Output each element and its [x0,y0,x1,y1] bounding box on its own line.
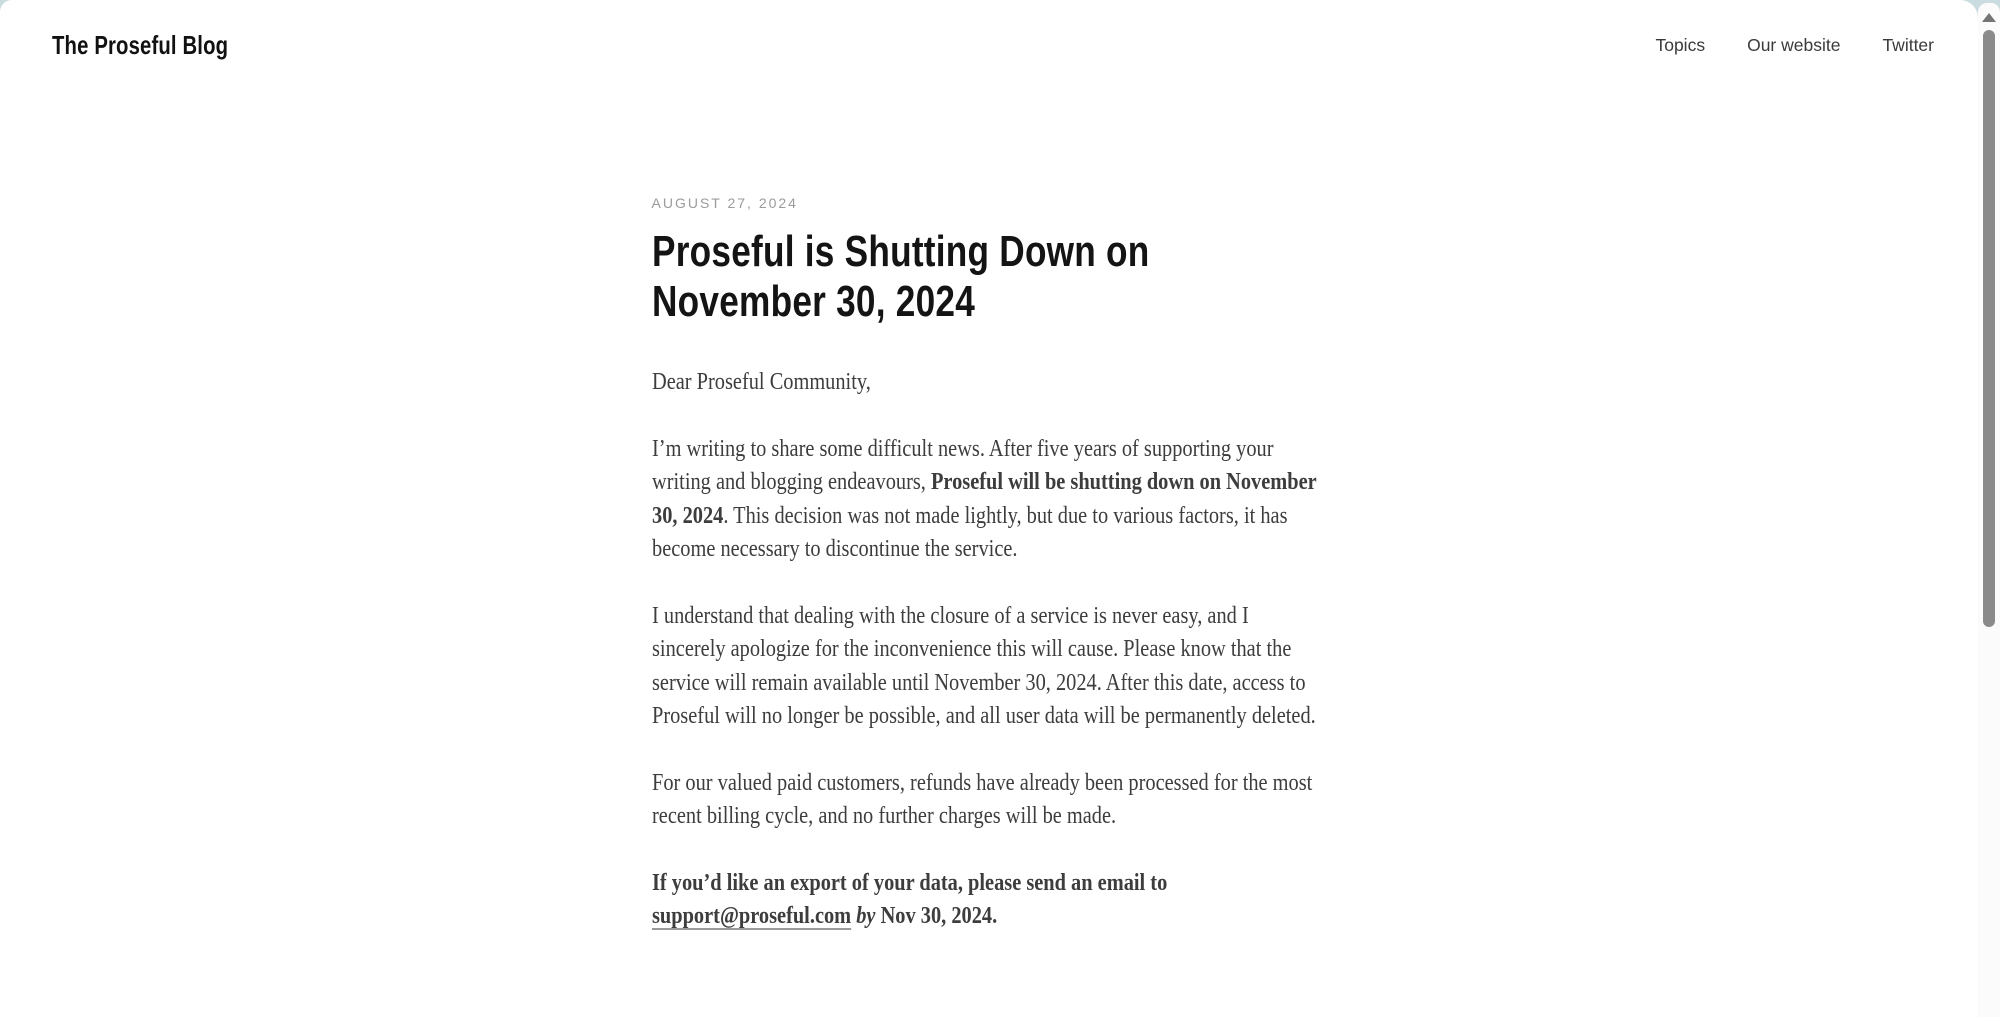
scrollbar-track[interactable] [1978,3,2000,1017]
post-title-line-1: Proseful is Shutting Down on [651,227,1150,276]
blog-post [652,195,1327,934]
nav-link-our-website[interactable]: Our website [1747,34,1841,55]
page-main [0,195,1978,934]
site-header [0,0,1978,62]
site-title[interactable]: The Proseful Blog [52,29,229,60]
paragraph-refunds: For our valued paid customers, refunds have already been processed for the most recent billing cycle, and no further charges will be made. [651,769,1312,829]
paragraph-apology: I understand that dealing with the closure of a service is never easy, and I sincerely apologize for the inconvenience this will cause. Please know that the service will remain available until November 30, 2024. After this date, access to Proseful will no longer be possible, and all user data will be permanently deleted. [651,602,1316,729]
export-text-pre: If you’d like an export of your data, please send an email to [651,869,1167,896]
paragraph-announcement [652,433,1327,567]
post-title [652,227,1342,327]
nav-link-twitter[interactable]: Twitter [1882,34,1934,55]
paragraph-data-export [652,867,1327,934]
main-nav [1655,35,1934,56]
shutdown-date-emphasis: Proseful will be shutting down on November 30, 2024 [651,469,1316,529]
scrollbar-thumb[interactable] [1983,30,1995,627]
announcement-text-pre: I’m writing to share some difficult news. After five years of supporting your writing and blogging endeavours, [651,435,1274,495]
post-date: AUGUST 27, 2024 [651,195,798,211]
post-body [652,366,1327,934]
announcement-text-post: . This decision was not made lightly, but due to various factors, it has become necessary to discontinue the service. [651,502,1288,562]
post-title-line-2: November 30, 2024 [651,277,975,326]
export-text-deadline: Nov 30, 2024. [874,903,997,929]
support-email-link[interactable]: support@proseful.com [651,903,851,929]
export-text-by: by [850,903,875,929]
paragraph-greeting: Dear Proseful Community, [651,369,871,395]
nav-link-topics[interactable]: Topics [1655,34,1706,55]
scroll-up-icon[interactable] [1982,13,1996,22]
